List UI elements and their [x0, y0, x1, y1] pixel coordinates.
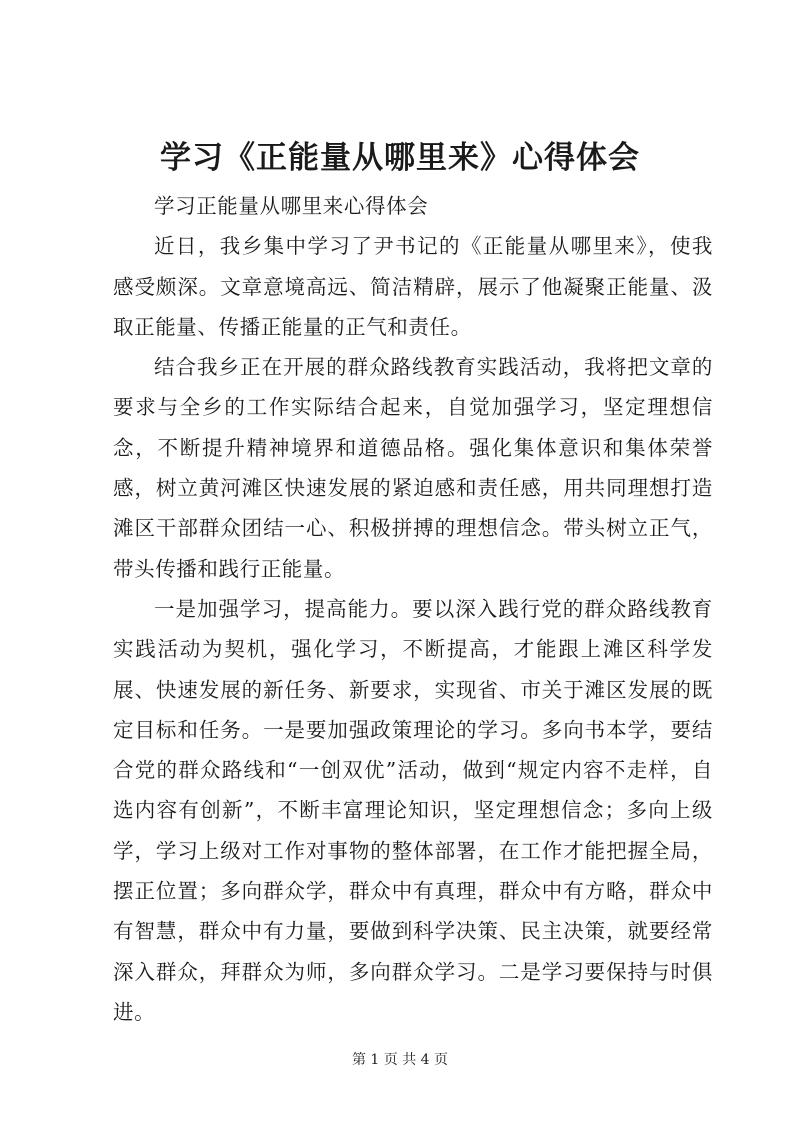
document-body — [113, 186, 713, 1032]
paragraph-context: 结合我乡正在开展的群众路线教育实践活动，我将把文章的要求与全乡的工作实际结合起来，自觉加强学习，坚定理想信念，不断提升精神境界和道德品格。强化集体意识和集体荣誉感，树立黄河滩区快速发展的紧迫感和责任感，用共同理想打造滩区干部群众团结一心、积极拼搏的理想信念。带头树立正气，带头传播和践行正能量。 — [113, 355, 713, 581]
page-footer: 第 1 页 共 4 页 — [351, 1052, 449, 1068]
paragraph-subtitle: 学习正能量从哪里来心得体会 — [154, 194, 429, 218]
paragraph-intro: 近日，我乡集中学习了尹书记的《正能量从哪里来》，使我感受颇深。文章意境高远、简洁精辟，展示了他凝聚正能量、汲取正能量、传播正能量的正气和责任。 — [113, 234, 713, 339]
document-title: 学习《正能量从哪里来》心得体会 — [160, 140, 640, 176]
paragraph-point-one: 一是加强学习，提高能力。要以深入践行党的群众路线教育实践活动为契机，强化学习，不断提高，才能跟上滩区科学发展、快速发展的新任务、新要求，实现省、市关于滩区发展的既定目标和任务。一是要加强政策理论的学习。多向书本学，要结合党的群众路线和“一创双优”活动，做到“规定内容不走样，自选内容有创新”，不断丰富理论知识，坚定理想信念；多向上级学，学习上级对工作对事物的整体部署，在工作才能把握全局，摆正位置；多向群众学，群众中有真理，群众中有方略，群众中有智慧，群众中有力量，要做到科学决策、民主决策，就要经常深入群众，拜群众为师，多向群众学习。二是学习要保持与时俱进。 — [113, 596, 713, 1024]
